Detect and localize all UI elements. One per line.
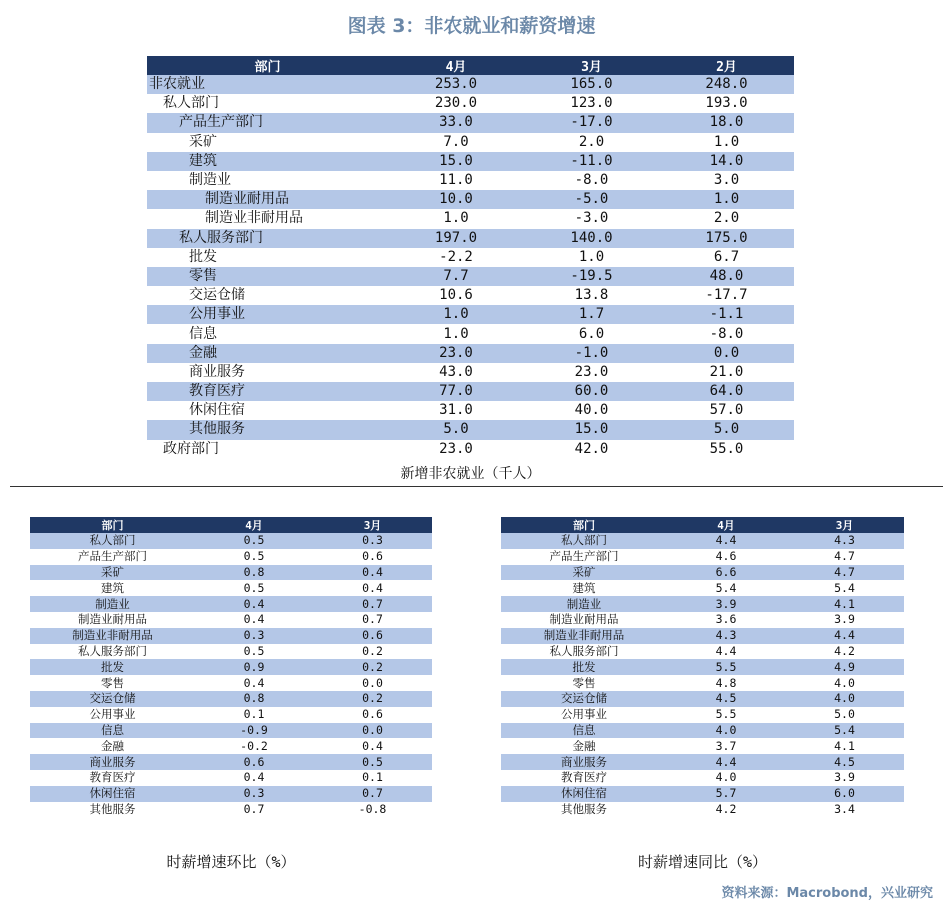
cell-value: 0.4	[362, 580, 383, 595]
nonfarm-payroll-table	[147, 56, 794, 459]
cell-value: 0.6	[362, 549, 383, 564]
row-label: 商业服务	[30, 754, 195, 770]
row-label: 私人服务部门	[147, 229, 388, 248]
row-label: 采矿	[501, 565, 667, 581]
row-label: 私人服务部门	[549, 643, 619, 658]
table-row	[501, 738, 904, 754]
table-row	[147, 248, 794, 267]
row-label: 建筑	[147, 152, 388, 171]
table-row	[30, 644, 432, 660]
cell-value: 0.5	[243, 580, 265, 595]
column-header: 2月	[659, 56, 794, 75]
cell-value: 3.7	[715, 738, 737, 753]
cell-value: 0.4	[243, 612, 265, 627]
figure-title: 图表 3：非农就业和薪资增速	[347, 15, 596, 37]
cell-value: 0.5	[243, 549, 265, 564]
row-label: 公用事业	[561, 707, 607, 722]
table-row	[501, 675, 904, 691]
cell-value: 0.8	[195, 565, 313, 581]
row-label: 制造业耐用品	[78, 612, 147, 627]
cell-value: 4.0	[834, 675, 855, 690]
cell-value: 5.5	[715, 707, 737, 722]
cell-value: 21.0	[709, 363, 744, 380]
table-row	[147, 324, 794, 343]
cell-value: 23.0	[439, 440, 473, 457]
column-header: 3月	[785, 517, 904, 533]
cell-value: 4.4	[667, 754, 785, 770]
cell-value: -1.0	[524, 344, 659, 363]
cell-value: 0.3	[195, 628, 313, 644]
table-row	[147, 267, 794, 286]
cell-value: 0.7	[313, 596, 432, 612]
table-row	[147, 440, 794, 459]
cell-value: -8.0	[574, 172, 609, 189]
table-row	[30, 707, 432, 723]
table-row	[501, 565, 904, 581]
cell-value: 1.7	[524, 305, 659, 324]
table-row	[501, 754, 904, 770]
cell-value: -0.8	[358, 801, 387, 816]
row-label: 制造业非耐用品	[501, 628, 667, 644]
row-label: 休闲住宿	[189, 402, 245, 419]
wage-yoy-table	[501, 517, 904, 817]
cell-value: 197.0	[388, 229, 524, 248]
cell-value: 0.5	[313, 754, 432, 770]
cell-value: 7.0	[443, 133, 469, 150]
table-row	[30, 723, 432, 739]
table-row	[501, 533, 904, 549]
table-row	[501, 644, 904, 660]
nonfarm-caption: 新增非农就业（千人）	[400, 466, 541, 482]
row-label: 建筑	[101, 580, 124, 595]
cell-value: 3.0	[713, 172, 740, 189]
table-row	[30, 754, 432, 770]
row-label: 批发	[189, 248, 217, 265]
cell-value: 4.5	[667, 691, 785, 707]
cell-value: -3.0	[574, 210, 609, 227]
cell-value: 5.0	[388, 420, 524, 439]
row-label: 私人服务部门	[78, 643, 147, 658]
cell-value: 7.7	[388, 267, 524, 286]
cell-value: 40.0	[574, 402, 609, 419]
cell-value: 0.5	[243, 643, 265, 658]
cell-value: 230.0	[434, 95, 478, 112]
cell-value: -0.2	[240, 738, 268, 753]
cell-value: 0.2	[313, 691, 432, 707]
cell-value: 6.7	[713, 248, 740, 265]
table-row	[147, 190, 794, 209]
table-row	[30, 675, 432, 691]
cell-value: 15.0	[388, 152, 524, 171]
table-row	[30, 659, 432, 675]
row-label: 制造业	[30, 596, 195, 612]
table-row	[30, 786, 432, 802]
row-label: 公用事业	[147, 305, 388, 324]
cell-value: 0.6	[362, 707, 383, 722]
row-label: 商业服务	[501, 754, 667, 770]
cell-value: 0.0	[313, 723, 432, 739]
cell-value: 0.4	[195, 596, 313, 612]
cell-value: 43.0	[439, 363, 473, 380]
row-label: 休闲住宿	[501, 786, 667, 802]
table-row	[147, 305, 794, 324]
cell-value: 0.7	[243, 801, 265, 816]
table-row	[501, 612, 904, 628]
cell-value: 1.0	[659, 190, 794, 209]
row-label: 制造业非耐用品	[205, 210, 303, 227]
column-header: 部门	[147, 56, 388, 75]
section-divider	[10, 486, 943, 487]
cell-value: 3.9	[667, 596, 785, 612]
table-row	[501, 549, 904, 565]
row-label: 零售	[101, 675, 124, 690]
cell-value: 3.9	[834, 612, 855, 627]
cell-value: 4.6	[715, 549, 737, 564]
cell-value: 1.0	[713, 133, 740, 150]
cell-value: 0.0	[362, 675, 383, 690]
cell-value: 6.0	[785, 786, 904, 802]
table-row	[501, 770, 904, 786]
cell-value: 0.0	[659, 344, 794, 363]
cell-value: 4.0	[715, 770, 737, 785]
table-row	[501, 596, 904, 612]
row-label: 教育医疗	[147, 382, 388, 401]
cell-value: 3.4	[834, 801, 855, 816]
column-header: 部门	[501, 517, 667, 533]
table-row	[147, 94, 794, 113]
cell-value: 1.0	[388, 305, 524, 324]
row-label: 零售	[572, 675, 596, 690]
wage-mom-table	[30, 517, 432, 817]
table-row	[147, 152, 794, 171]
table-row	[501, 723, 904, 739]
row-label: 教育医疗	[89, 770, 136, 785]
cell-value: 0.7	[313, 786, 432, 802]
table-row	[30, 565, 432, 581]
cell-value: 23.0	[388, 344, 524, 363]
table-row	[30, 580, 432, 596]
table-row	[30, 770, 432, 786]
cell-value: 18.0	[659, 113, 794, 132]
cell-value: 0.1	[243, 707, 265, 722]
wage-yoy-caption: 时薪增速同比（%）	[637, 853, 768, 871]
source-note: 资料来源：Macrobond，兴业研究	[721, 886, 933, 901]
cell-value: 4.0	[785, 691, 904, 707]
cell-value: 5.4	[834, 580, 855, 595]
cell-value: 0.6	[195, 754, 313, 770]
row-label: 采矿	[30, 565, 195, 581]
row-label: 金融	[572, 738, 596, 753]
cell-value: 2.0	[713, 210, 740, 227]
row-label: 教育医疗	[561, 770, 607, 785]
row-label: 私人部门	[30, 533, 195, 549]
cell-value: 3.6	[715, 612, 737, 627]
row-label: 商业服务	[189, 363, 245, 380]
column-header: 4月	[667, 517, 785, 533]
row-label: 批发	[30, 659, 195, 675]
cell-value: 0.4	[362, 738, 383, 753]
row-label: 金融	[101, 738, 124, 753]
row-label: 零售	[147, 267, 388, 286]
cell-value: 6.0	[578, 325, 605, 342]
table-header-row	[30, 517, 432, 533]
cell-value: -17.7	[705, 287, 748, 304]
cell-value: 0.3	[195, 786, 313, 802]
table-row	[501, 691, 904, 707]
cell-value: 55.0	[709, 440, 744, 457]
row-label: 公用事业	[89, 707, 136, 722]
row-label: 交运仓储	[501, 691, 667, 707]
row-label: 私人部门	[163, 95, 219, 112]
cell-value: 0.8	[195, 691, 313, 707]
cell-value: -19.5	[524, 267, 659, 286]
cell-value: 4.5	[785, 754, 904, 770]
cell-value: 0.3	[313, 533, 432, 549]
cell-value: 57.0	[709, 402, 744, 419]
cell-value: 77.0	[388, 382, 524, 401]
table-row	[147, 209, 794, 228]
table-row	[147, 363, 794, 382]
cell-value: 4.1	[785, 596, 904, 612]
row-label: 批发	[501, 659, 667, 675]
cell-value: 4.7	[785, 565, 904, 581]
row-label: 信息	[30, 723, 195, 739]
row-label: 交运仓储	[30, 691, 195, 707]
cell-value: 4.3	[785, 533, 904, 549]
row-label: 产品生产部门	[549, 549, 619, 564]
table-row	[30, 628, 432, 644]
table-header-row	[501, 517, 904, 533]
cell-value: 10.0	[388, 190, 524, 209]
cell-value: 4.4	[667, 533, 785, 549]
row-label: 非农就业	[147, 75, 388, 94]
cell-value: 5.0	[659, 420, 794, 439]
cell-value: 4.3	[667, 628, 785, 644]
cell-value: 0.9	[195, 659, 313, 675]
column-header: 部门	[30, 517, 195, 533]
table-row	[147, 229, 794, 248]
cell-value: 0.5	[195, 533, 313, 549]
row-label: 制造业耐用品	[147, 190, 388, 209]
cell-value: -11.0	[524, 152, 659, 171]
table-row	[147, 113, 794, 132]
cell-value: 0.4	[243, 770, 265, 785]
cell-value: 0.4	[243, 675, 265, 690]
table-row	[30, 533, 432, 549]
table-row	[30, 802, 432, 818]
cell-value: -0.9	[195, 723, 313, 739]
table-row	[501, 786, 904, 802]
cell-value: 0.2	[313, 659, 432, 675]
row-label: 制造业耐用品	[549, 612, 619, 627]
row-label: 产品生产部门	[147, 113, 388, 132]
table-row	[501, 707, 904, 723]
cell-value: 10.6	[439, 287, 473, 304]
table-row	[147, 420, 794, 439]
cell-value: 4.1	[834, 738, 855, 753]
cell-value: 31.0	[439, 402, 473, 419]
table-row	[30, 549, 432, 565]
row-label: 采矿	[189, 133, 217, 150]
row-label: 其他服务	[561, 801, 607, 816]
table-row	[30, 738, 432, 754]
row-label: 制造业非耐用品	[30, 628, 195, 644]
cell-value: -2.2	[439, 248, 473, 265]
cell-value: 23.0	[574, 363, 609, 380]
cell-value: 42.0	[574, 440, 609, 457]
cell-value: -1.1	[659, 305, 794, 324]
column-header: 4月	[388, 56, 524, 75]
row-label: 信息	[189, 325, 217, 342]
cell-value: 4.2	[834, 643, 855, 658]
row-label: 其他服务	[89, 801, 136, 816]
cell-value: -17.0	[524, 113, 659, 132]
cell-value: 4.4	[715, 643, 737, 658]
table-row	[30, 691, 432, 707]
cell-value: 1.0	[578, 248, 605, 265]
cell-value: 11.0	[439, 172, 473, 189]
row-label: 制造业	[501, 596, 667, 612]
cell-value: 193.0	[705, 95, 748, 112]
cell-value: 4.0	[667, 723, 785, 739]
table-row	[30, 596, 432, 612]
column-header: 4月	[195, 517, 313, 533]
table-row	[147, 344, 794, 363]
cell-value: 0.6	[313, 628, 432, 644]
cell-value: 14.0	[659, 152, 794, 171]
cell-value: -5.0	[524, 190, 659, 209]
cell-value: 4.9	[785, 659, 904, 675]
row-label: 产品生产部门	[78, 549, 147, 564]
cell-value: 0.1	[362, 770, 383, 785]
cell-value: 175.0	[659, 229, 794, 248]
cell-value: 4.7	[834, 549, 855, 564]
column-header: 3月	[524, 56, 659, 75]
row-label: 建筑	[572, 580, 596, 595]
cell-value: 1.0	[443, 210, 469, 227]
table-row	[147, 286, 794, 305]
cell-value: 1.0	[443, 325, 469, 342]
cell-value: 5.5	[667, 659, 785, 675]
cell-value: 253.0	[388, 75, 524, 94]
cell-value: 48.0	[659, 267, 794, 286]
cell-value: 0.2	[362, 643, 383, 658]
cell-value: 0.4	[313, 565, 432, 581]
row-label: 其他服务	[147, 420, 388, 439]
table-row	[501, 659, 904, 675]
cell-value: 6.6	[667, 565, 785, 581]
row-label: 休闲住宿	[30, 786, 195, 802]
row-label: 制造业	[189, 172, 231, 189]
row-label: 私人部门	[501, 533, 667, 549]
cell-value: 4.2	[715, 801, 737, 816]
row-label: 金融	[147, 344, 388, 363]
cell-value: 123.0	[570, 95, 613, 112]
column-header: 3月	[313, 517, 432, 533]
table-header-row	[147, 56, 794, 75]
cell-value: 248.0	[659, 75, 794, 94]
cell-value: 4.8	[715, 675, 737, 690]
cell-value: 5.0	[834, 707, 855, 722]
row-label: 政府部门	[163, 440, 219, 457]
cell-value: 13.8	[574, 287, 609, 304]
cell-value: 0.7	[362, 612, 383, 627]
row-label: 交运仓储	[189, 287, 245, 304]
table-row	[147, 75, 794, 94]
cell-value: 64.0	[659, 382, 794, 401]
cell-value: 5.4	[715, 580, 737, 595]
table-row	[30, 612, 432, 628]
cell-value: 60.0	[524, 382, 659, 401]
table-row	[501, 802, 904, 818]
cell-value: 4.4	[785, 628, 904, 644]
wage-mom-caption: 时薪增速环比（%）	[166, 853, 296, 871]
cell-value: 140.0	[524, 229, 659, 248]
table-row	[147, 171, 794, 190]
cell-value: 165.0	[524, 75, 659, 94]
row-label: 信息	[501, 723, 667, 739]
cell-value: -8.0	[709, 325, 744, 342]
table-row	[147, 382, 794, 401]
cell-value: 3.9	[834, 770, 855, 785]
cell-value: 33.0	[388, 113, 524, 132]
table-row	[501, 580, 904, 596]
cell-value: 5.7	[667, 786, 785, 802]
table-row	[147, 401, 794, 420]
cell-value: 2.0	[578, 133, 605, 150]
table-row	[501, 628, 904, 644]
table-row	[147, 133, 794, 152]
cell-value: 5.4	[785, 723, 904, 739]
cell-value: 15.0	[524, 420, 659, 439]
